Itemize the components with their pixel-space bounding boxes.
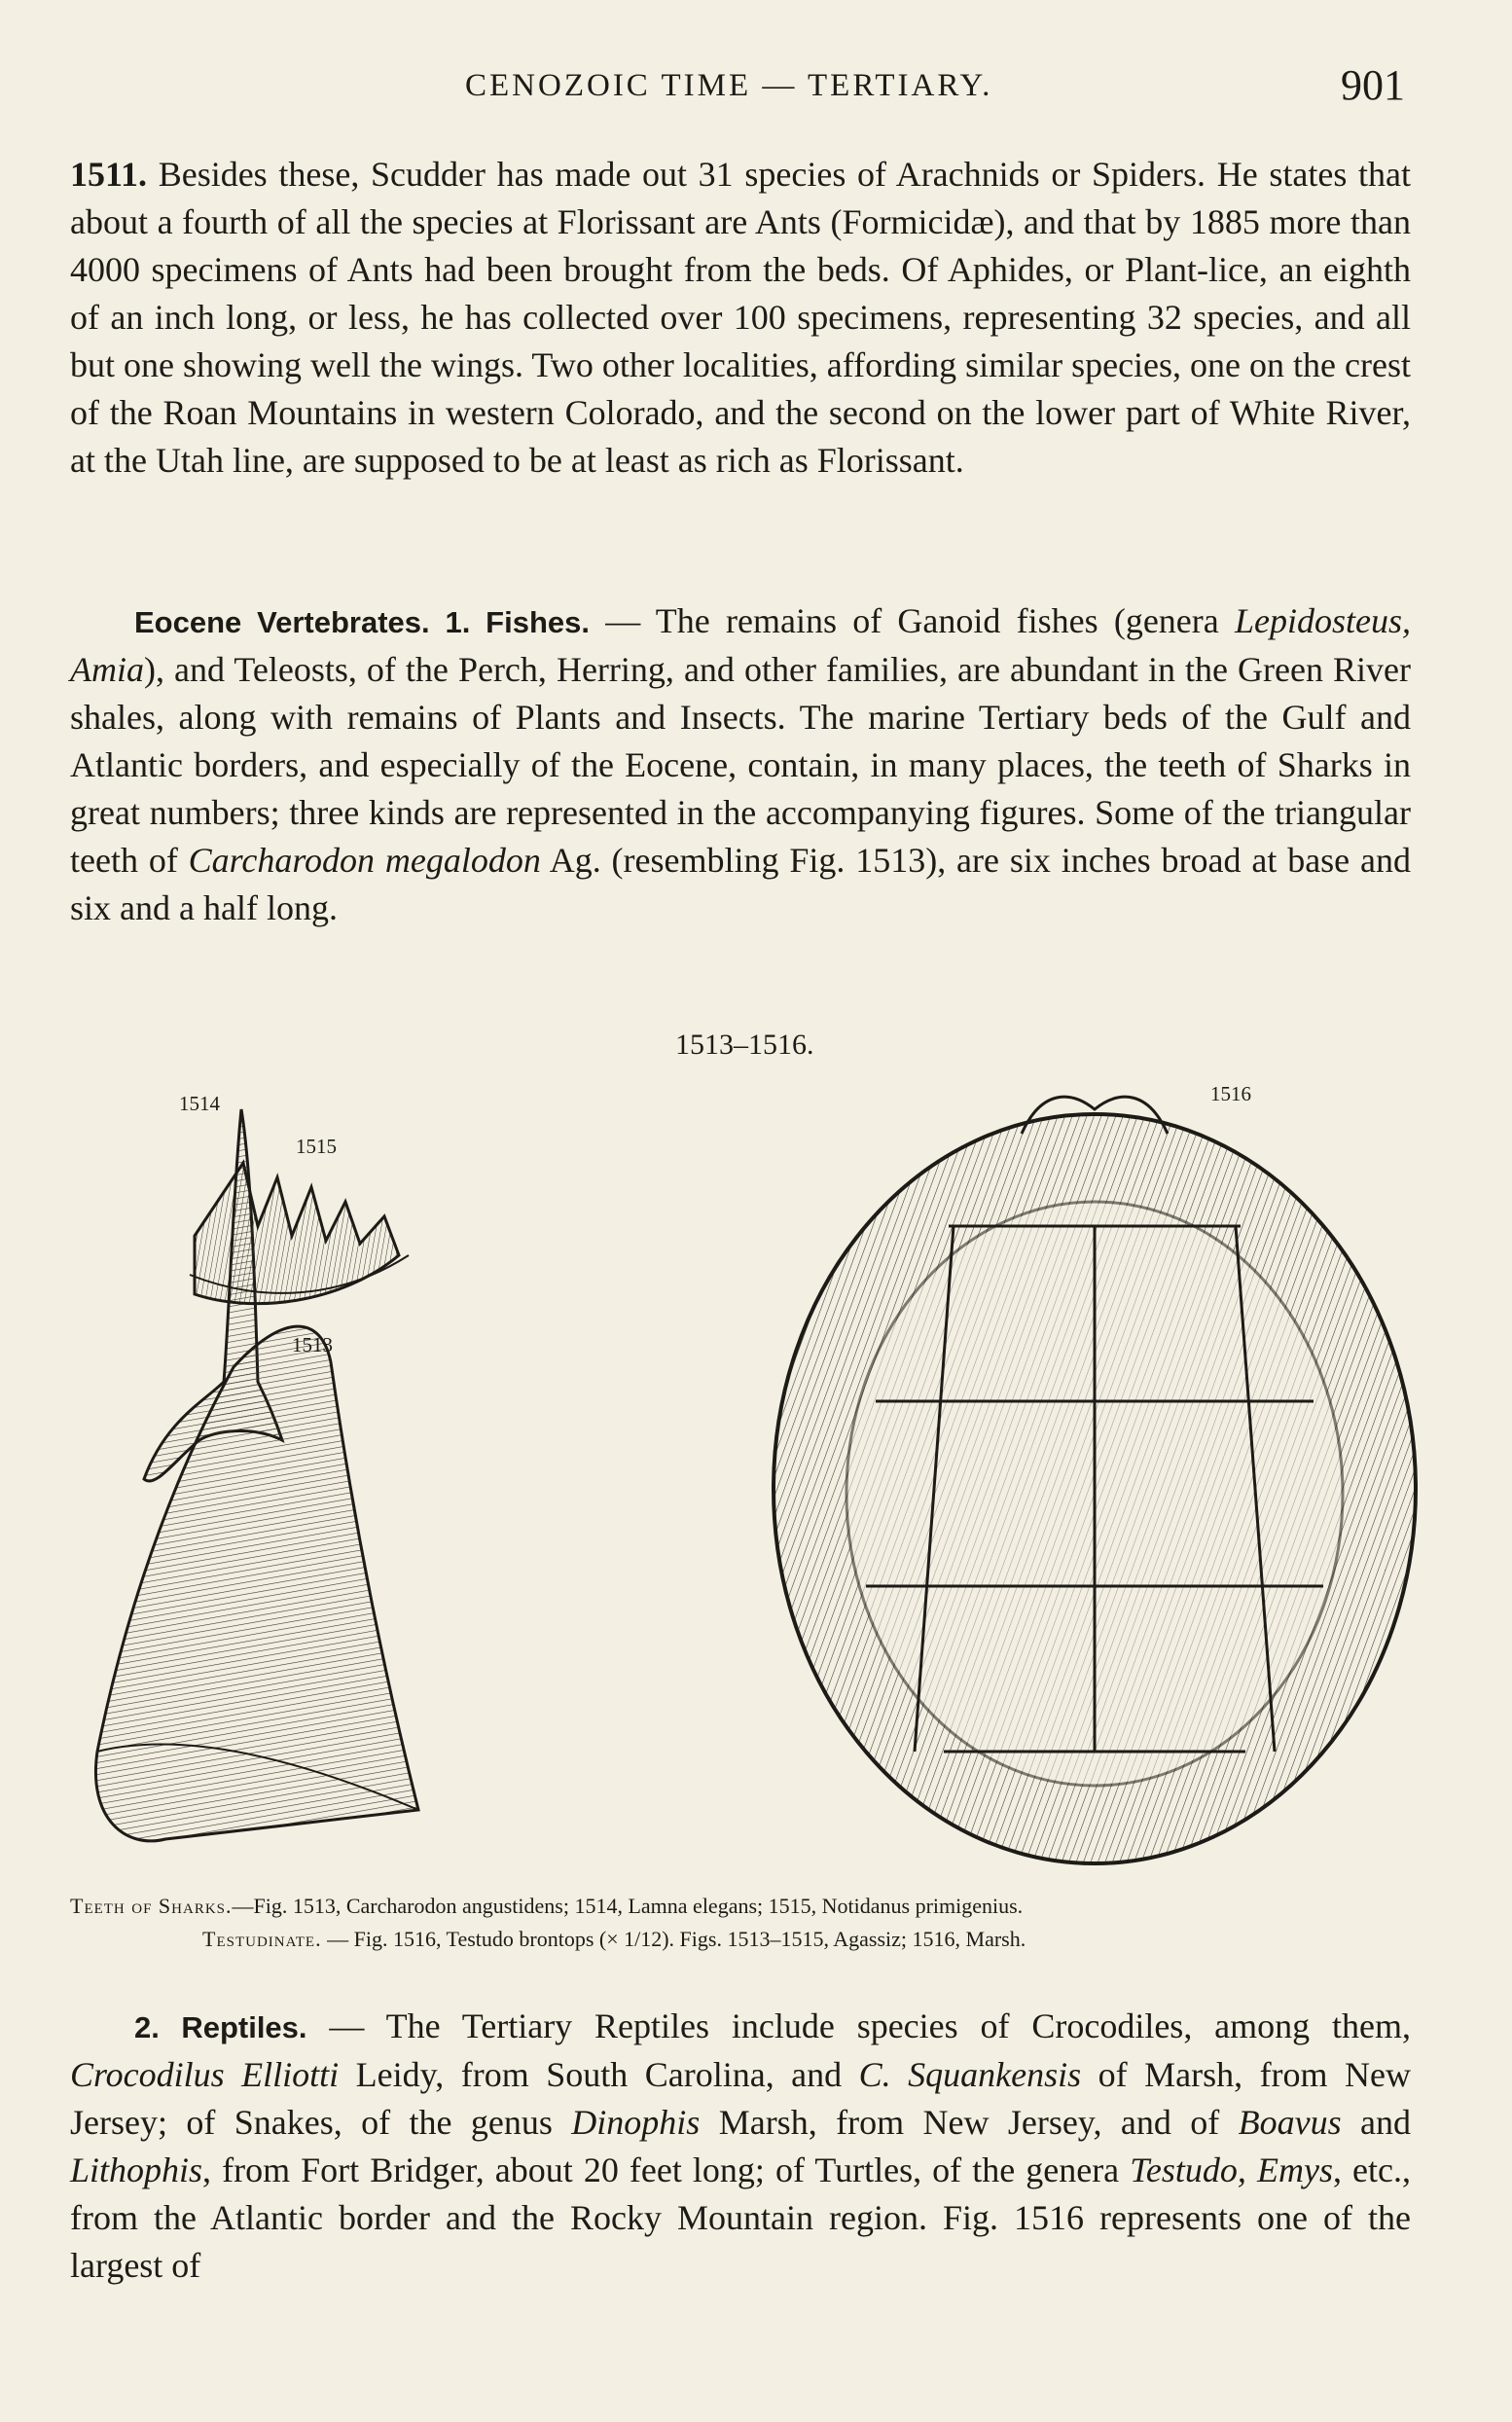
- species-name: Carcharodon megalodon: [188, 841, 541, 880]
- text-run: , from Fort Bridger, about 20 feet long; of Turtles, of the genera: [202, 2151, 1131, 2189]
- text-run: Marsh, from New Jersey, and of: [700, 2103, 1239, 2142]
- caption-line-1: [70, 1890, 1432, 1923]
- tooth-1513-drawing: [95, 1326, 418, 1841]
- paragraph-reptiles: [70, 2003, 1411, 2290]
- genera-names: Lepidosteus, Amia: [70, 601, 1411, 689]
- paragraph-fishes: [70, 597, 1411, 932]
- figure-label-1516: 1516: [1210, 1082, 1251, 1105]
- genus-name: Dinophis: [571, 2103, 701, 2142]
- text-run: and: [1341, 2103, 1412, 2142]
- text-run: ), and Teleosts, of the Perch, Herring, and other families, are abundant in the Green River shales, along with remains of Plants and Insects. The marine Tertiary beds of the Gulf and Atlantic borders, and especially of the Eocene, contain, in many places, the teeth of Sharks in great numbers; three kinds are represented in the accompanying figures. Some of the triangular teeth of: [70, 650, 1411, 880]
- shark-teeth-illustration: [88, 1070, 671, 1888]
- figure-label-1514: 1514: [179, 1092, 220, 1115]
- page-number: 901: [1341, 61, 1405, 109]
- paragraph-number: 1511.: [70, 155, 148, 194]
- caption-text: — Fig. 1516, Testudo brontops (× 1/12). Figs. 1513–1515, Agassiz; 1516, Marsh.: [321, 1927, 1026, 1951]
- figure-label-1515: 1515: [296, 1135, 337, 1158]
- caption-heading-sharks: Teeth of Sharks.: [70, 1894, 233, 1918]
- genus-name: Lithophis: [70, 2151, 203, 2189]
- section-heading-reptiles: 2. Reptiles.: [134, 2010, 307, 2044]
- figure-range-label: 1513–1516.: [675, 1029, 814, 1061]
- caption-line-2: [70, 1923, 1432, 1956]
- text-run: — The remains of Ganoid fishes (genera: [589, 601, 1235, 640]
- caption-text: —Fig. 1513, Carcharodon angustidens; 1514, Lamna elegans; 1515, Notidanus primigenius.: [232, 1894, 1024, 1918]
- text-run: Leidy, from South Carolina, and: [339, 2055, 859, 2094]
- figure-caption: [70, 1890, 1432, 1956]
- paragraph-1511: [70, 151, 1411, 485]
- species-name: Crocodilus Elliotti: [70, 2055, 340, 2094]
- tortoise-carapace-illustration: [759, 1080, 1440, 1878]
- genus-name: Boavus: [1238, 2103, 1342, 2142]
- page-header: [0, 60, 1512, 119]
- tooth-1515-drawing: [190, 1163, 409, 1304]
- running-title: CENOZOIC TIME — TERTIARY.: [465, 68, 993, 103]
- text-run: , etc., from the Atlantic border and the Rocky Mountain region. Fig. 1516 represents one of the largest of: [70, 2151, 1411, 2285]
- section-heading-fishes: Eocene Vertebrates. 1. Fishes.: [134, 605, 590, 639]
- text-run: of Marsh, from New Jersey; of Snakes, of the genus: [70, 2055, 1412, 2142]
- caption-heading-testudinate: Testudinate.: [202, 1927, 322, 1951]
- figure-label-1513: 1513: [292, 1333, 333, 1356]
- species-name: C. Squankensis: [858, 2055, 1082, 2094]
- paragraph-text: Besides these, Scudder has made out 31 species of Arachnids or Spiders. He states that about a fourth of all the species at Florissant are Ants (Formicidæ), and that by 1885 more than 4000 specimens of Ants had been brought from the beds. Of Aphides, or Plant-lice, an eighth of an inch long, or less, he has collected over 100 specimens, representing 32 species, and all but one showing well the wings. Two other localities, affording similar species, one on the crest of the Roan Mountains in western Colorado, and the second on the lower part of White River, at the Utah line, are supposed to be at least as rich as Florissant.: [70, 155, 1412, 480]
- genera-names: Testudo, Emys: [1130, 2151, 1333, 2189]
- text-run: — The Tertiary Reptiles include species of Crocodiles, among them,: [306, 2006, 1411, 2045]
- text-run: Ag. (resembling Fig. 1513), are six inches broad at base and six and a half long.: [70, 841, 1411, 927]
